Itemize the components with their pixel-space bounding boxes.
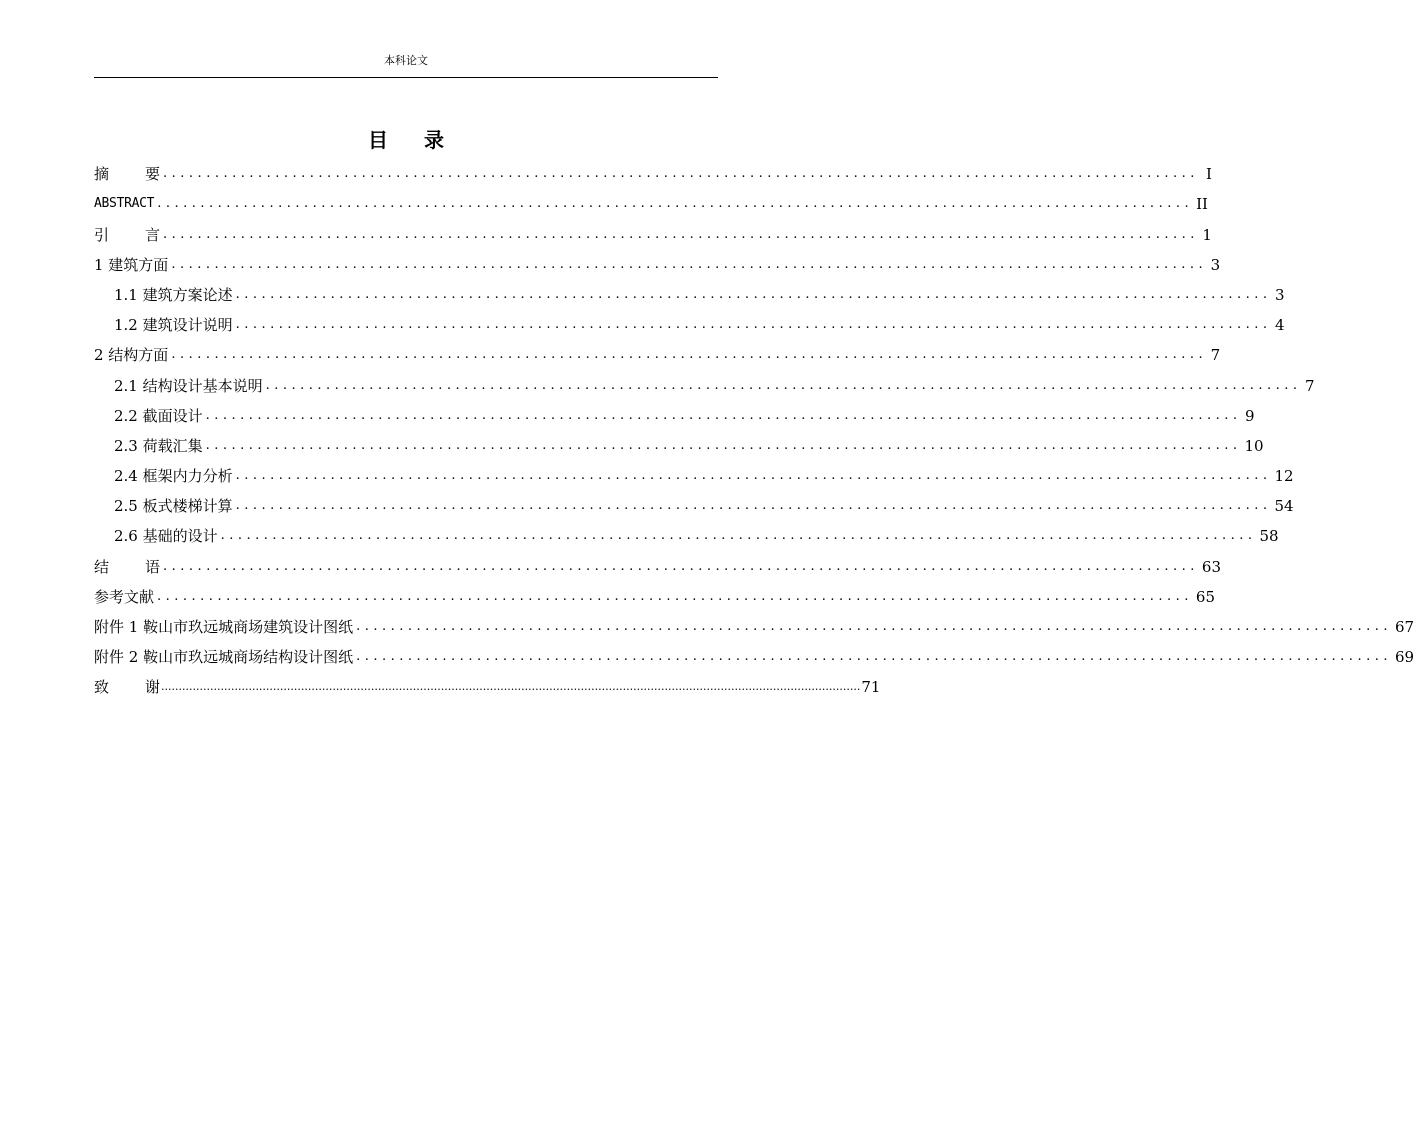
toc-dot-leader: ........................................................................................................................ — [356, 649, 1392, 665]
toc-entry-label: 附件 1 鞍山市玖远城商场建筑设计图纸 — [94, 618, 354, 636]
toc-entry-acknowledgements[interactable] — [94, 672, 881, 702]
toc-dot-leader: ........................................................................................................................ — [171, 256, 1208, 272]
toc-entry-section-1-1[interactable] — [94, 280, 1285, 310]
toc-entry-label: 2.6 基础的设计 — [114, 527, 218, 546]
running-header: 本科论文 — [384, 54, 428, 67]
toc-entry-label: 附件 2 鞍山市玖远城商场结构设计图纸 — [94, 648, 354, 667]
toc-entry-label: 2.2 截面设计 — [114, 406, 203, 425]
toc-dot-leader: ........................................................................................................................ — [163, 558, 1199, 574]
toc-entry-page: 69 — [1394, 648, 1414, 667]
toc-entry-label: 引 言 — [94, 225, 161, 244]
toc-entry-section-2-2[interactable] — [94, 401, 1255, 431]
toc-entry-introduction[interactable] — [94, 219, 1212, 249]
toc-dot-leader: ........................................................................................................................ — [356, 619, 1392, 634]
toc-entry-page: 71 — [861, 678, 881, 697]
toc-entry-label: 摘 要 — [94, 165, 161, 184]
toc-entry-page: I — [1205, 165, 1212, 184]
toc-entry-page: II — [1196, 195, 1208, 214]
toc-dot-leader: ........................................................................................................................ — [205, 407, 1242, 423]
toc-title-char-2: 录 — [424, 128, 444, 152]
toc-entry-page: 7 — [1304, 376, 1315, 395]
toc-entry-page: 67 — [1394, 618, 1414, 636]
toc-entry-page: 9 — [1244, 406, 1255, 425]
toc-entry-section-2-6[interactable] — [94, 521, 1279, 551]
toc-entry-section-2-3[interactable] — [94, 431, 1264, 461]
toc-entry-section-2-5[interactable] — [94, 491, 1294, 521]
toc-dot-leader: ........................................................................................................................ — [235, 498, 1272, 514]
toc-dot-leader: ........................................................................................................................ — [163, 226, 1199, 242]
toc-entry-page: 63 — [1201, 557, 1222, 576]
toc-dot-leader: ........................................................................................................................ — [235, 286, 1272, 302]
toc-entry-chapter-1[interactable] — [94, 250, 1221, 280]
toc-entry-page: 65 — [1195, 587, 1215, 606]
toc-entry-label: 结 语 — [94, 557, 161, 576]
toc-entry-label: 1.1 建筑方案论述 — [114, 285, 233, 304]
toc-entry-page: 54 — [1274, 497, 1294, 516]
toc-dot-leader: ........................................................................................................................ — [235, 317, 1272, 333]
toc-dot-leader: ........................................................................................................................ — [163, 166, 1199, 182]
toc-entry-label: ABSTRACT — [94, 196, 155, 212]
toc-entry-conclusion[interactable] — [94, 551, 1222, 581]
toc-entry-chapter-2[interactable] — [94, 340, 1221, 370]
toc-dot-leader: ........................................................................................................................ — [265, 377, 1302, 393]
toc-entry-page: 58 — [1259, 527, 1279, 546]
toc-entry-label: 致 谢 — [94, 678, 161, 697]
toc-entry-references[interactable] — [94, 582, 1215, 612]
toc-entry-page: 12 — [1274, 467, 1294, 486]
toc-entry-page: 3 — [1210, 255, 1221, 274]
toc-entry-section-1-2[interactable] — [94, 310, 1285, 340]
toc-entry-section-2-4[interactable] — [94, 461, 1294, 491]
toc-dot-leader: ........................................................................................................................ — [220, 528, 1257, 544]
toc-dot-leader: ........................................................................................................................ — [157, 196, 1194, 212]
toc-entry-section-2-1[interactable] — [94, 370, 1315, 400]
toc-entry-abstract-cn[interactable] — [94, 159, 1212, 189]
header-divider — [94, 77, 718, 78]
toc-entry-label: 1 建筑方面 — [94, 255, 169, 274]
toc-entry-label: 2.5 板式楼梯计算 — [114, 497, 233, 516]
toc-entry-page: 7 — [1210, 346, 1221, 365]
table-of-contents — [94, 159, 1414, 702]
toc-title-char-1: 目 — [368, 128, 388, 152]
toc-dot-leader: ........................................................................................................................ — [235, 468, 1272, 484]
toc-entry-appendix-1[interactable] — [94, 612, 1414, 642]
toc-entry-page: 10 — [1244, 436, 1264, 455]
toc-entry-label: 2.3 荷载汇集 — [114, 436, 203, 455]
toc-entry-appendix-2[interactable] — [94, 642, 1414, 672]
toc-entry-page: 1 — [1202, 225, 1212, 244]
toc-dot-leader: ........................................................................................................................ — [157, 588, 1193, 604]
toc-entry-page: 4 — [1274, 316, 1285, 335]
toc-entry-label: 1.2 建筑设计说明 — [114, 316, 233, 335]
toc-title — [94, 125, 718, 155]
toc-entry-page: 3 — [1274, 285, 1285, 304]
toc-dot-leader: ........................................................................................................................................................................................................ — [161, 680, 861, 694]
toc-entry-abstract-en[interactable] — [94, 189, 1208, 219]
toc-dot-leader: ........................................................................................................................ — [171, 347, 1208, 363]
toc-dot-leader: ........................................................................................................................ — [205, 437, 1242, 453]
toc-entry-label: 2.1 结构设计基本说明 — [114, 376, 263, 395]
toc-entry-label: 2.4 框架内力分析 — [114, 467, 233, 486]
toc-entry-label: 2 结构方面 — [94, 346, 169, 365]
toc-entry-label: 参考文献 — [94, 587, 155, 606]
